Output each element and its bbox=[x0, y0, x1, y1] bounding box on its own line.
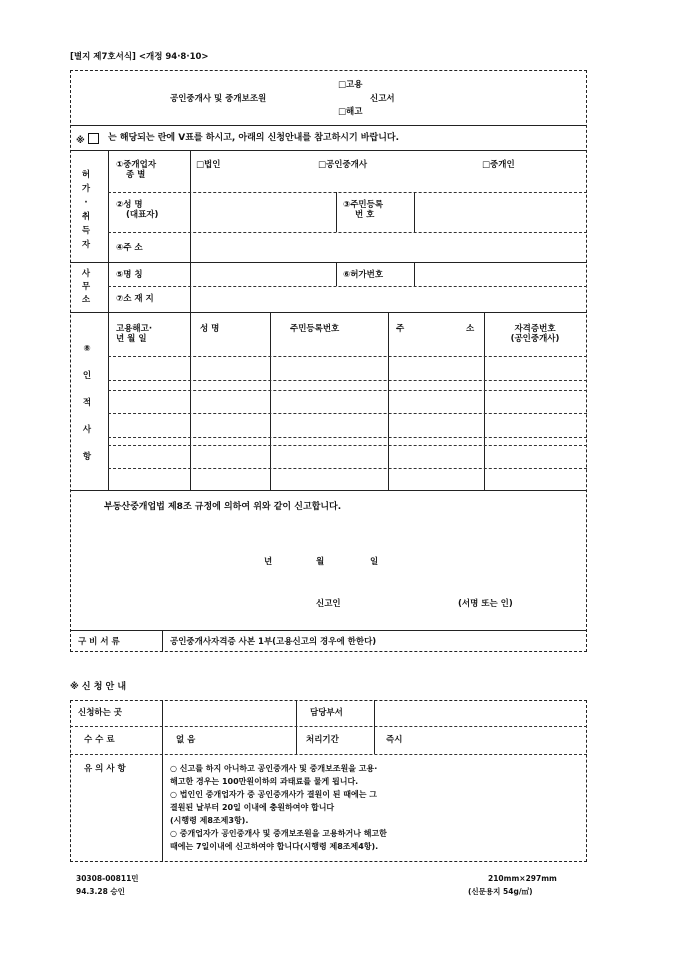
signature-label: (서명 또는 인) bbox=[458, 599, 513, 609]
checkbox-icon bbox=[88, 133, 99, 144]
form-code: 30308-00811민 bbox=[76, 874, 139, 883]
processing-period-value: 즉시 bbox=[386, 735, 403, 745]
form-title: 공인중개사 및 중개보조원 bbox=[170, 94, 267, 104]
table-row[interactable] bbox=[110, 447, 585, 466]
table-row[interactable] bbox=[110, 415, 585, 435]
address-label: ④주 소 bbox=[116, 243, 143, 253]
department-label: 담당부서 bbox=[310, 708, 343, 718]
form-reference: [별지 제7호서식] <개정 94·8·10> bbox=[70, 52, 209, 62]
license-number-label: ⑥허가번호 bbox=[343, 270, 384, 280]
processing-period-label: 처리기간 bbox=[306, 735, 339, 745]
documents-value: 공인중개사자격증 사본 1부(고용신고의 경우에 한한다) bbox=[170, 637, 377, 647]
office-group-label: 사 무 소 bbox=[81, 269, 91, 305]
address-field[interactable] bbox=[196, 236, 582, 258]
notes-list bbox=[170, 762, 387, 853]
col-date-header: 고용해고· 년 월 일 bbox=[116, 324, 153, 344]
col-rrn-header: 주민등록번호 bbox=[290, 324, 340, 334]
name-label: ②성 명 (대표자) bbox=[116, 200, 159, 220]
notice-text: 는 해당되는 란에 V표를 하시고, 아래의 신청안내를 참고하시기 바랍니다. bbox=[108, 133, 399, 143]
type-option-corporation[interactable]: □법인 bbox=[196, 160, 221, 170]
col-address-header-right: 소 bbox=[466, 324, 475, 334]
fee-value: 없 음 bbox=[176, 735, 196, 745]
type-option-broker[interactable]: □중개인 bbox=[482, 160, 515, 170]
col-address-header-left: 주 bbox=[396, 324, 405, 334]
approval-date: 94.3.28 승인 bbox=[76, 887, 125, 896]
submit-to-label: 신청하는 곳 bbox=[78, 708, 123, 718]
form-title-suffix: 신고서 bbox=[370, 94, 395, 104]
note-line: ○ 법인인 중개업자가 중 공인중개사가 결원이 된 때에는 그 bbox=[170, 790, 378, 799]
paper-type: (신문용지 54g/㎡) bbox=[468, 887, 533, 896]
date-year: 년 bbox=[264, 557, 273, 567]
note-line: (시행령 제8조제3항). bbox=[170, 816, 249, 825]
col-name-header: 성 명 bbox=[200, 324, 220, 334]
rrn-label: ③주민등록 번 호 bbox=[343, 200, 384, 220]
date-day: 일 bbox=[370, 557, 379, 567]
name-field[interactable] bbox=[196, 196, 332, 228]
table-row[interactable] bbox=[110, 358, 585, 378]
office-location-field[interactable] bbox=[196, 289, 582, 309]
office-name-label: ⑤명 칭 bbox=[116, 270, 143, 280]
documents-label: 구 비 서 류 bbox=[78, 637, 120, 647]
type-option-licensed-agent[interactable]: □공인중개사 bbox=[318, 160, 368, 170]
rrn-field[interactable] bbox=[418, 196, 582, 228]
col-cert-header: 자격증번호 (공인중개사) bbox=[510, 324, 560, 344]
personnel-group-label: ⑧ 인 적 사 항 bbox=[82, 344, 92, 462]
note-line: 결원된 날부터 20일 이내에 충원하여야 합니다 bbox=[170, 803, 335, 812]
notice-prefix: ※ bbox=[76, 133, 100, 146]
guide-title: ※ 신 청 안 내 bbox=[70, 682, 127, 692]
note-line: 해고한 경우는 100만원이하의 과태료를 물게 됩니다. bbox=[170, 777, 359, 786]
note-line: ○ 신고를 하지 아니하고 공인중개사 및 중개보조원을 고용· bbox=[170, 764, 378, 773]
registrant-group-label: 허 가 · 취 득 자 bbox=[81, 170, 91, 250]
date-month: 월 bbox=[316, 557, 325, 567]
option-dismiss[interactable]: □해고 bbox=[338, 107, 363, 117]
license-number-field[interactable] bbox=[418, 265, 582, 284]
note-line: ○ 중개업자가 공인중개사 및 중개보조원을 고용하거나 해고한 bbox=[170, 829, 387, 838]
table-row[interactable] bbox=[110, 392, 585, 411]
declarant-label: 신고인 bbox=[316, 599, 341, 609]
option-employ[interactable]: □고용 bbox=[338, 80, 363, 90]
agent-type-label: ①중개업자 종 별 bbox=[116, 160, 157, 180]
notes-label: 유 의 사 항 bbox=[84, 764, 126, 774]
office-location-label: ⑦소 재 지 bbox=[116, 294, 154, 304]
paper-size: 210mm×297mm bbox=[488, 874, 557, 883]
declaration-statement: 부동산중개업법 제8조 규정에 의하여 위와 같이 신고합니다. bbox=[104, 502, 342, 512]
office-name-field[interactable] bbox=[196, 265, 332, 284]
table-row[interactable] bbox=[110, 470, 585, 488]
note-line: 때에는 7일이내에 신고하여야 합니다(시행령 제8조제4항). bbox=[170, 842, 379, 851]
fee-label: 수 수 료 bbox=[84, 735, 115, 745]
